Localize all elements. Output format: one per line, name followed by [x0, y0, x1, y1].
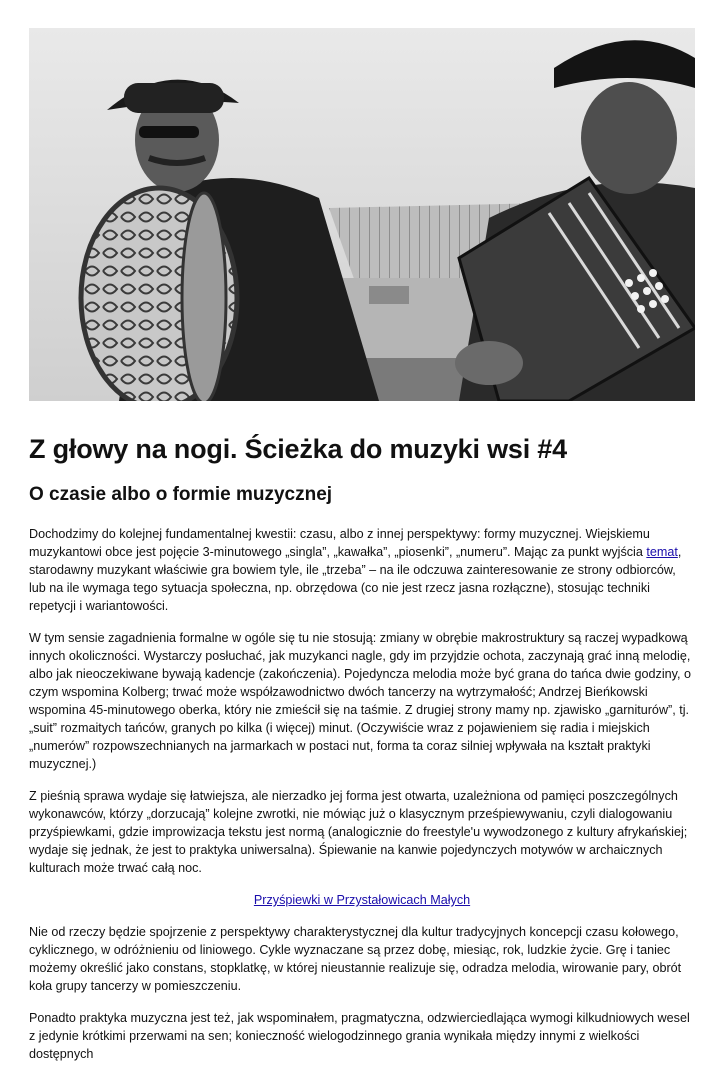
temat-link[interactable]: temat [646, 545, 678, 559]
paragraph-2: W tym sensie zagadnienia formalne w ogóle się tu nie stosują: zmiany w obrębie makrostruktury są raczej wypadkową innych okoliczności. Wystarczy posłuchać, jak muzykanci nagle, gdy im przyjdzie ochota, zaczynają grać inną melodię, albo jak nieoczekiwane bywają kadencje (zakończenia). Pojedyncza melodia może być grana do tańca dwie godziny, o czym wspomina Kolberg; trwać może współzawodnictwo dwóch tancerzy na wytrzymałość; Andrzej Bieńkowski wspomina 45-minutowego oberka, który nie zmieścił się na taśmie. Z drugiej strony mamy np. zjawisko „garniturów”, tj. „suit” rozmaitych tańców, granych po kilka (i więcej) minut. (Oczywiście wraz z pojawieniem się radia i miejskich „numerów” rozpowszechnianych na jarmarkach w postaci nut, forma ta coraz silniej wpływała na kształt praktyki muzycznej.) [29, 631, 692, 771]
paragraph-1-start: Dochodzimy do kolejnej fundamentalnej kwestii: czasu, albo z innej perspektywy: formy muzycznej. Wiejskiemu muzykantowi obce jest pojęcie 3-minutowego „singla”, „kawałka”, „piosenki”, „numeru”. Mając za punkt wyjścia [29, 527, 650, 559]
hero-photo [29, 28, 695, 401]
paragraph-3: Z pieśnią sprawa wydaje się łatwiejsza, ale nierzadko jej forma jest otwarta, uzależniona od pamięci poszczególnych wykonawców, którzy „dorzucają” kolejne zwrotki, nie mówiąc już o klasycznym prześpiewywaniu, czyli dialogowaniu przyśpiewkami, gdzie improwizacja tekstu jest normą (analogicznie do freestyle'u wywodzonego z kultury afrykańskiej; wydaje się jednak, że jest to praktyka uniwersalna). Śpiewanie na kanwie pojedynczych motywów w archaicznych kulturach może trwać całą noc. [29, 789, 688, 875]
article-body [29, 525, 695, 1077]
paragraph-4: Nie od rzeczy będzie spojrzenie z perspektywy charakterystycznej dla kultur tradycyjnych koncepcji czasu kołowego, cyklicznego, w odróżnieniu od liniowego. Cykle wyznaczane są przez dobę, miesiąc, rok, ludzkie życie. Grę i taniec możemy określić jako constans, stopklatkę, w której nieustannie realizuje się, odradza melodia, wirowanie pary, obrót koła grupy tancerzy w pomieszczeniu. [29, 925, 682, 993]
article-subtitle: O czasie albo o formie muzycznej [29, 484, 333, 505]
paragraph-1-end: , starodawny muzykant właściwie gra bowiem tyle, ile „trzeba” – na ile odczuwa zainteresowanie ze strony odbiorców, lub na ile wymaga tego sytuacja społeczna, np. obrzędowa (co nie jest rzecz jasna rozłączne), stosując techniki repetycji i wariantowości. [29, 545, 682, 613]
photo-two-musicians-drum-accordion-icon [29, 28, 695, 401]
paragraph-1 [29, 525, 695, 615]
paragraph-5: Ponadto praktyka muzyczna jest też, jak wspominałem, pragmatyczna, odzwierciedlająca wymogi kilkudniowych wesel z jedynie krótkimi przerwami na sen; konieczność wielogodzinnego grania wynikała między innymi z wielkości dostępnych [29, 1011, 690, 1061]
video-link-row [29, 891, 695, 909]
przyspiewki-link[interactable]: Przyśpiewki w Przystałowicach Małych [253, 893, 471, 907]
article-title: Z głowy na nogi. Ścieżka do muzyki wsi #4 [29, 434, 567, 464]
